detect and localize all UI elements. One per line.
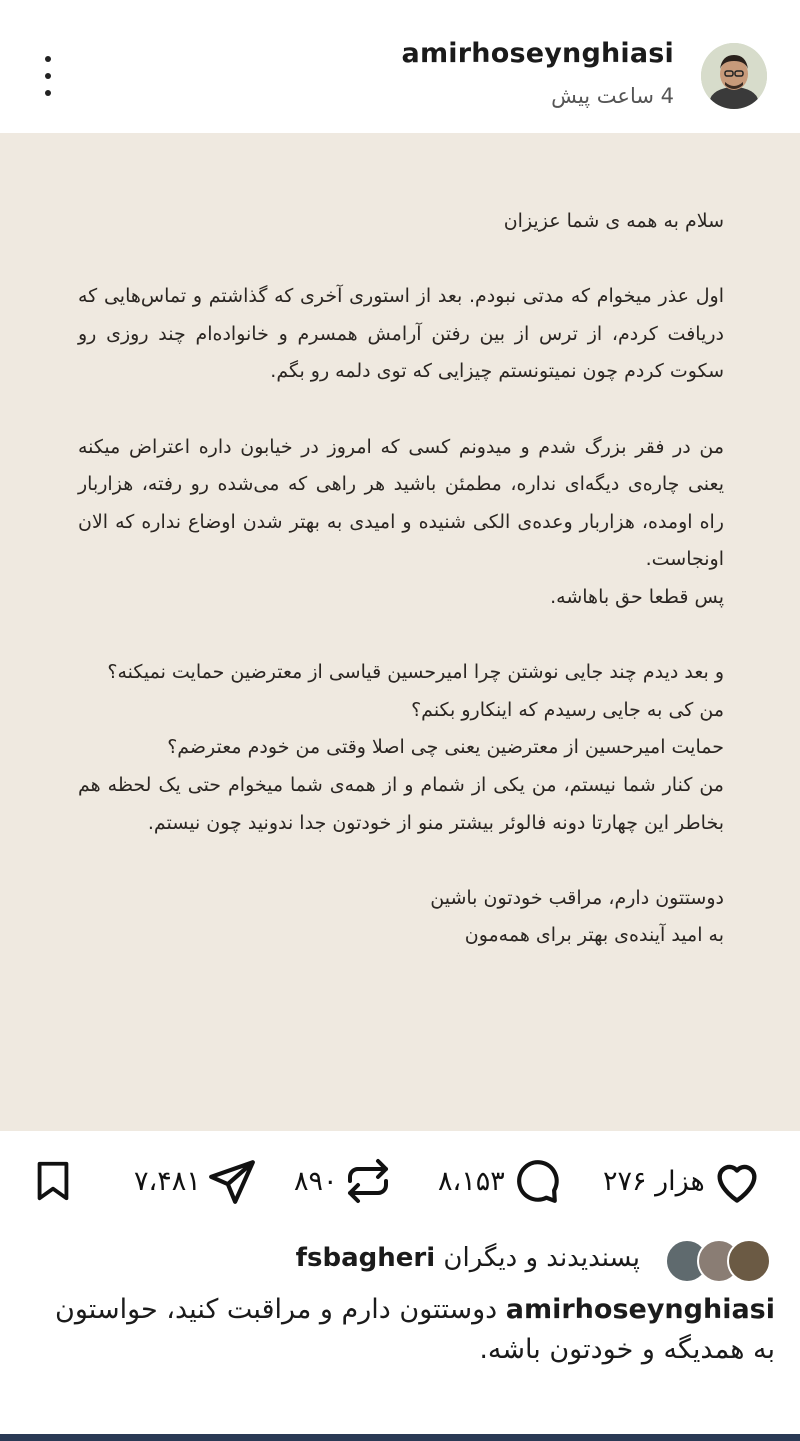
dot [45,56,51,62]
like-button[interactable] [597,1131,763,1231]
post-image[interactable] [0,133,800,1131]
liked-by-others: و دیگران [443,1243,539,1273]
post-caption [30,1290,775,1370]
repost-button[interactable] [288,1131,392,1231]
shares-count: ۷،۴۸۱ [134,1165,201,1197]
bottom-divider [0,1434,800,1441]
liked-by-verb: پسندیدند [546,1243,640,1273]
post-paragraph-apology: اول عذر میخوام که مدتی نبودم. بعد از استوری آخری که گذاشتم و تماس‌هایی که دریافت کردم، از ترس از بین رفتن آرامش همسرم و خانواده‌ام چند روزی رو سکوت کردم چون نمیتونستم چیزایی که توی دلمه رو بگم. [78,285,724,383]
avatar-image [701,43,767,109]
send-icon [207,1156,257,1206]
post-header [0,0,800,133]
author-avatar[interactable] [701,43,767,109]
dot [45,90,51,96]
caption-username[interactable]: amirhoseynghiasi [505,1294,775,1325]
post-paragraph-poverty: من در فقر بزرگ شدم و میدونم کسی که امروز در خیابون داره اعتراض میکنه یعنی چاره‌ی دیگه‌ای نداره، مطمئن باشید هر راهی که می‌شده رو رفته، هزاربار راه اومده، هزاربار وعده‌ی الکی شنیده و امیدی به بهتر شدن اوضاع نداره که الان اونجاست. پس قطعا حق باهاشه. [78,435,724,608]
bookmark-icon [30,1158,76,1204]
likes-count: ۲۷۶ هزار [603,1165,705,1197]
heart-icon [711,1155,763,1207]
post-paragraph-closing: دوستتون دارم، مراقب خودتون باشین به امید آینده‌ی بهتر برای همه‌مون [430,886,724,947]
comment-icon [511,1156,561,1206]
caption-text: دوستتون دارم و مراقبت کنید، حواستون به همدیگه و خودتون باشه. [55,1294,775,1365]
repost-icon [344,1157,392,1205]
comments-count: ۸،۱۵۳ [438,1165,505,1197]
post-paragraph-greeting: سلام به همه ی شما عزیزان [503,210,724,232]
post-paragraph-support: و بعد دیدم چند جایی نوشتن چرا امیرحسین قیاسی از معترضین حمایت نمیکنه؟ من کی به جایی رسیدم که اینکارو بکنم؟ حمایت امیرحسین از معترضین یعنی چی اصلا وقتی من خودم معترضم؟ من کنار شما نیستم، من یکی از شمام و از همه‌ی شما میخوام حتی یک لحظه هم بخاطر این چهارتا دونه فالوئر بیشتر منو از خودتون جدا ندونید چون نیستم. [78,661,724,834]
share-button[interactable] [128,1131,257,1231]
post-timestamp: 4 ساعت پیش [551,84,674,108]
more-options-button[interactable] [33,56,63,96]
post-actions-bar [0,1131,800,1231]
author-username[interactable]: amirhoseynghiasi [401,38,674,69]
liked-by-row[interactable] [0,1231,800,1291]
save-button[interactable] [30,1131,76,1231]
liked-by-text [296,1243,640,1273]
liker-avatars [665,1239,770,1283]
comment-button[interactable] [432,1131,561,1231]
liked-by-username[interactable]: fsbagheri [295,1243,436,1273]
dot [45,73,51,79]
post-body-text [78,203,724,955]
liker-avatar [727,1239,771,1283]
reposts-count: ۸۹۰ [294,1165,338,1197]
